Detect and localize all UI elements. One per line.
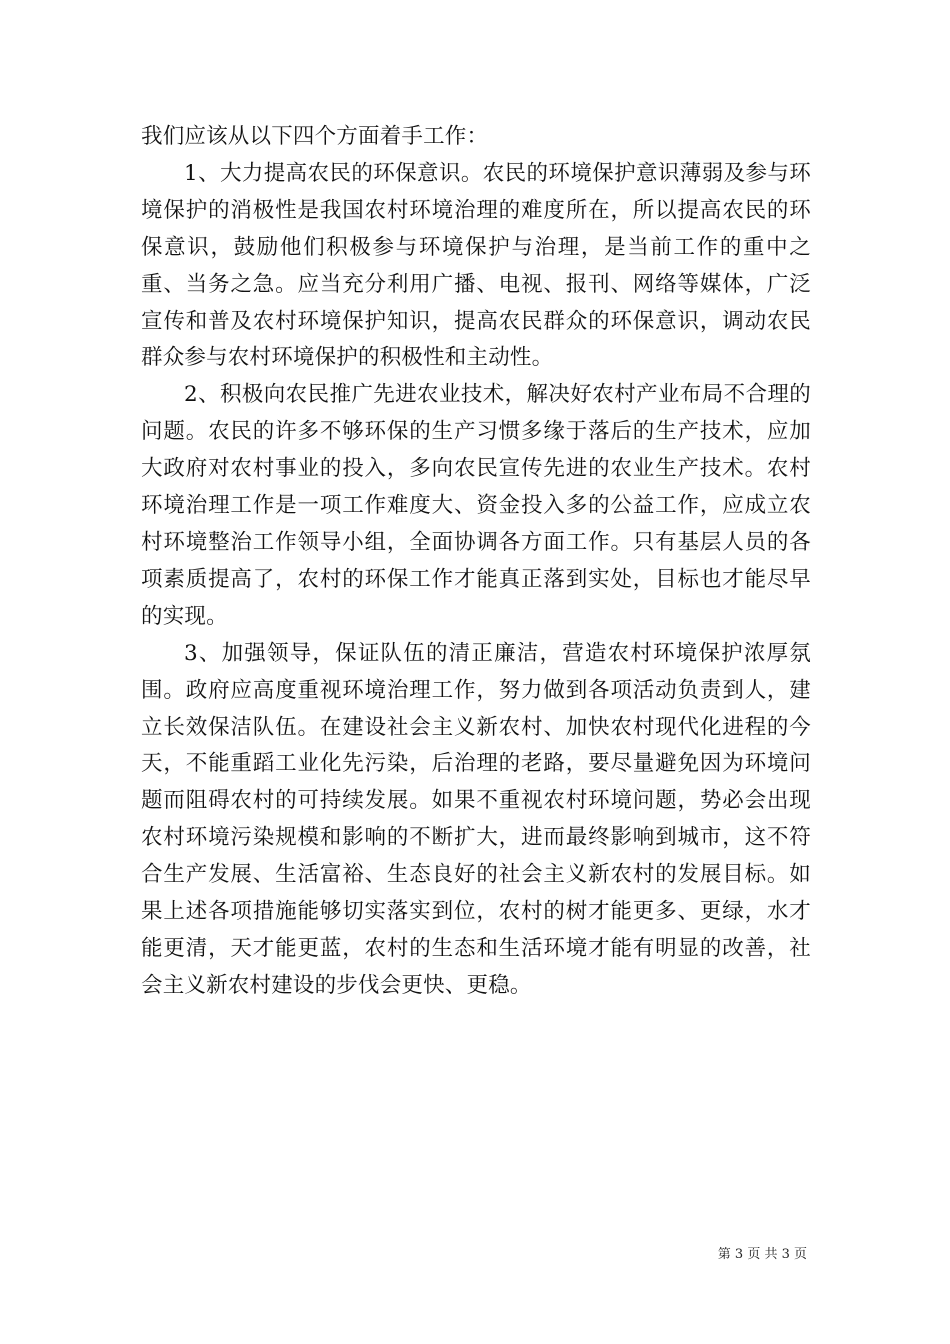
page-number-footer: 第 3 页 共 3 页 xyxy=(717,1247,807,1262)
paragraph-2: 2、积极向农民推广先进农业技术，解决好农村产业布局不合理的问题。农民的许多不够环保的生产习惯多缘于落后的生产技术，应加大政府对农村事业的投入，多向农民宣传先进的农业生产技术。农村环境治理工作是一项工作难度大、资金投入多的公益工作，应成立农村环境整治工作领导小组，全面协调各方面工作。只有基层人员的各项素质提高了，农村的环保工作才能真正落到实处，目标也才能尽早的实现。 xyxy=(141,382,811,629)
paragraph-1: 1、大力提高农民的环保意识。农民的环境保护意识薄弱及参与环境保护的消极性是我国农村环境治理的难度所在，所以提高农民的环保意识，鼓励他们积极参与环境保护与治理，是当前工作的重中之重、当务之急。应当充分利用广播、电视、报刊、网络等媒体，广泛宣传和普及农村环境保护知识，提高农民群众的环保意识，调动农民群众参与农村环境保护的积极性和主动性。 xyxy=(141,160,811,371)
document-body xyxy=(141,119,811,1005)
paragraph-3: 3、加强领导，保证队伍的清正廉洁，营造农村环境保护浓厚氛围。政府应高度重视环境治理工作，努力做到各项活动负责到人，建立长效保洁队伍。在建设社会主义新农村、加快农村现代化进程的今天，不能重蹈工业化先污染，后治理的老路，要尽量避免因为环境问题而阻碍农村的可持续发展。如果不重视农村环境问题，势必会出现农村环境污染规模和影响的不断扩大，进而最终影响到城市，这不符合生产发展、生活富裕、生态良好的社会主义新农村的发展目标。如果上述各项措施能够切实落实到位，农村的树才能更多、更绿，水才能更清，天才能更蓝，农村的生态和生活环境才能有明显的改善，社会主义新农村建设的步伐会更快、更稳。 xyxy=(141,640,811,998)
intro-paragraph: 我们应该从以下四个方面着手工作： xyxy=(141,124,489,149)
